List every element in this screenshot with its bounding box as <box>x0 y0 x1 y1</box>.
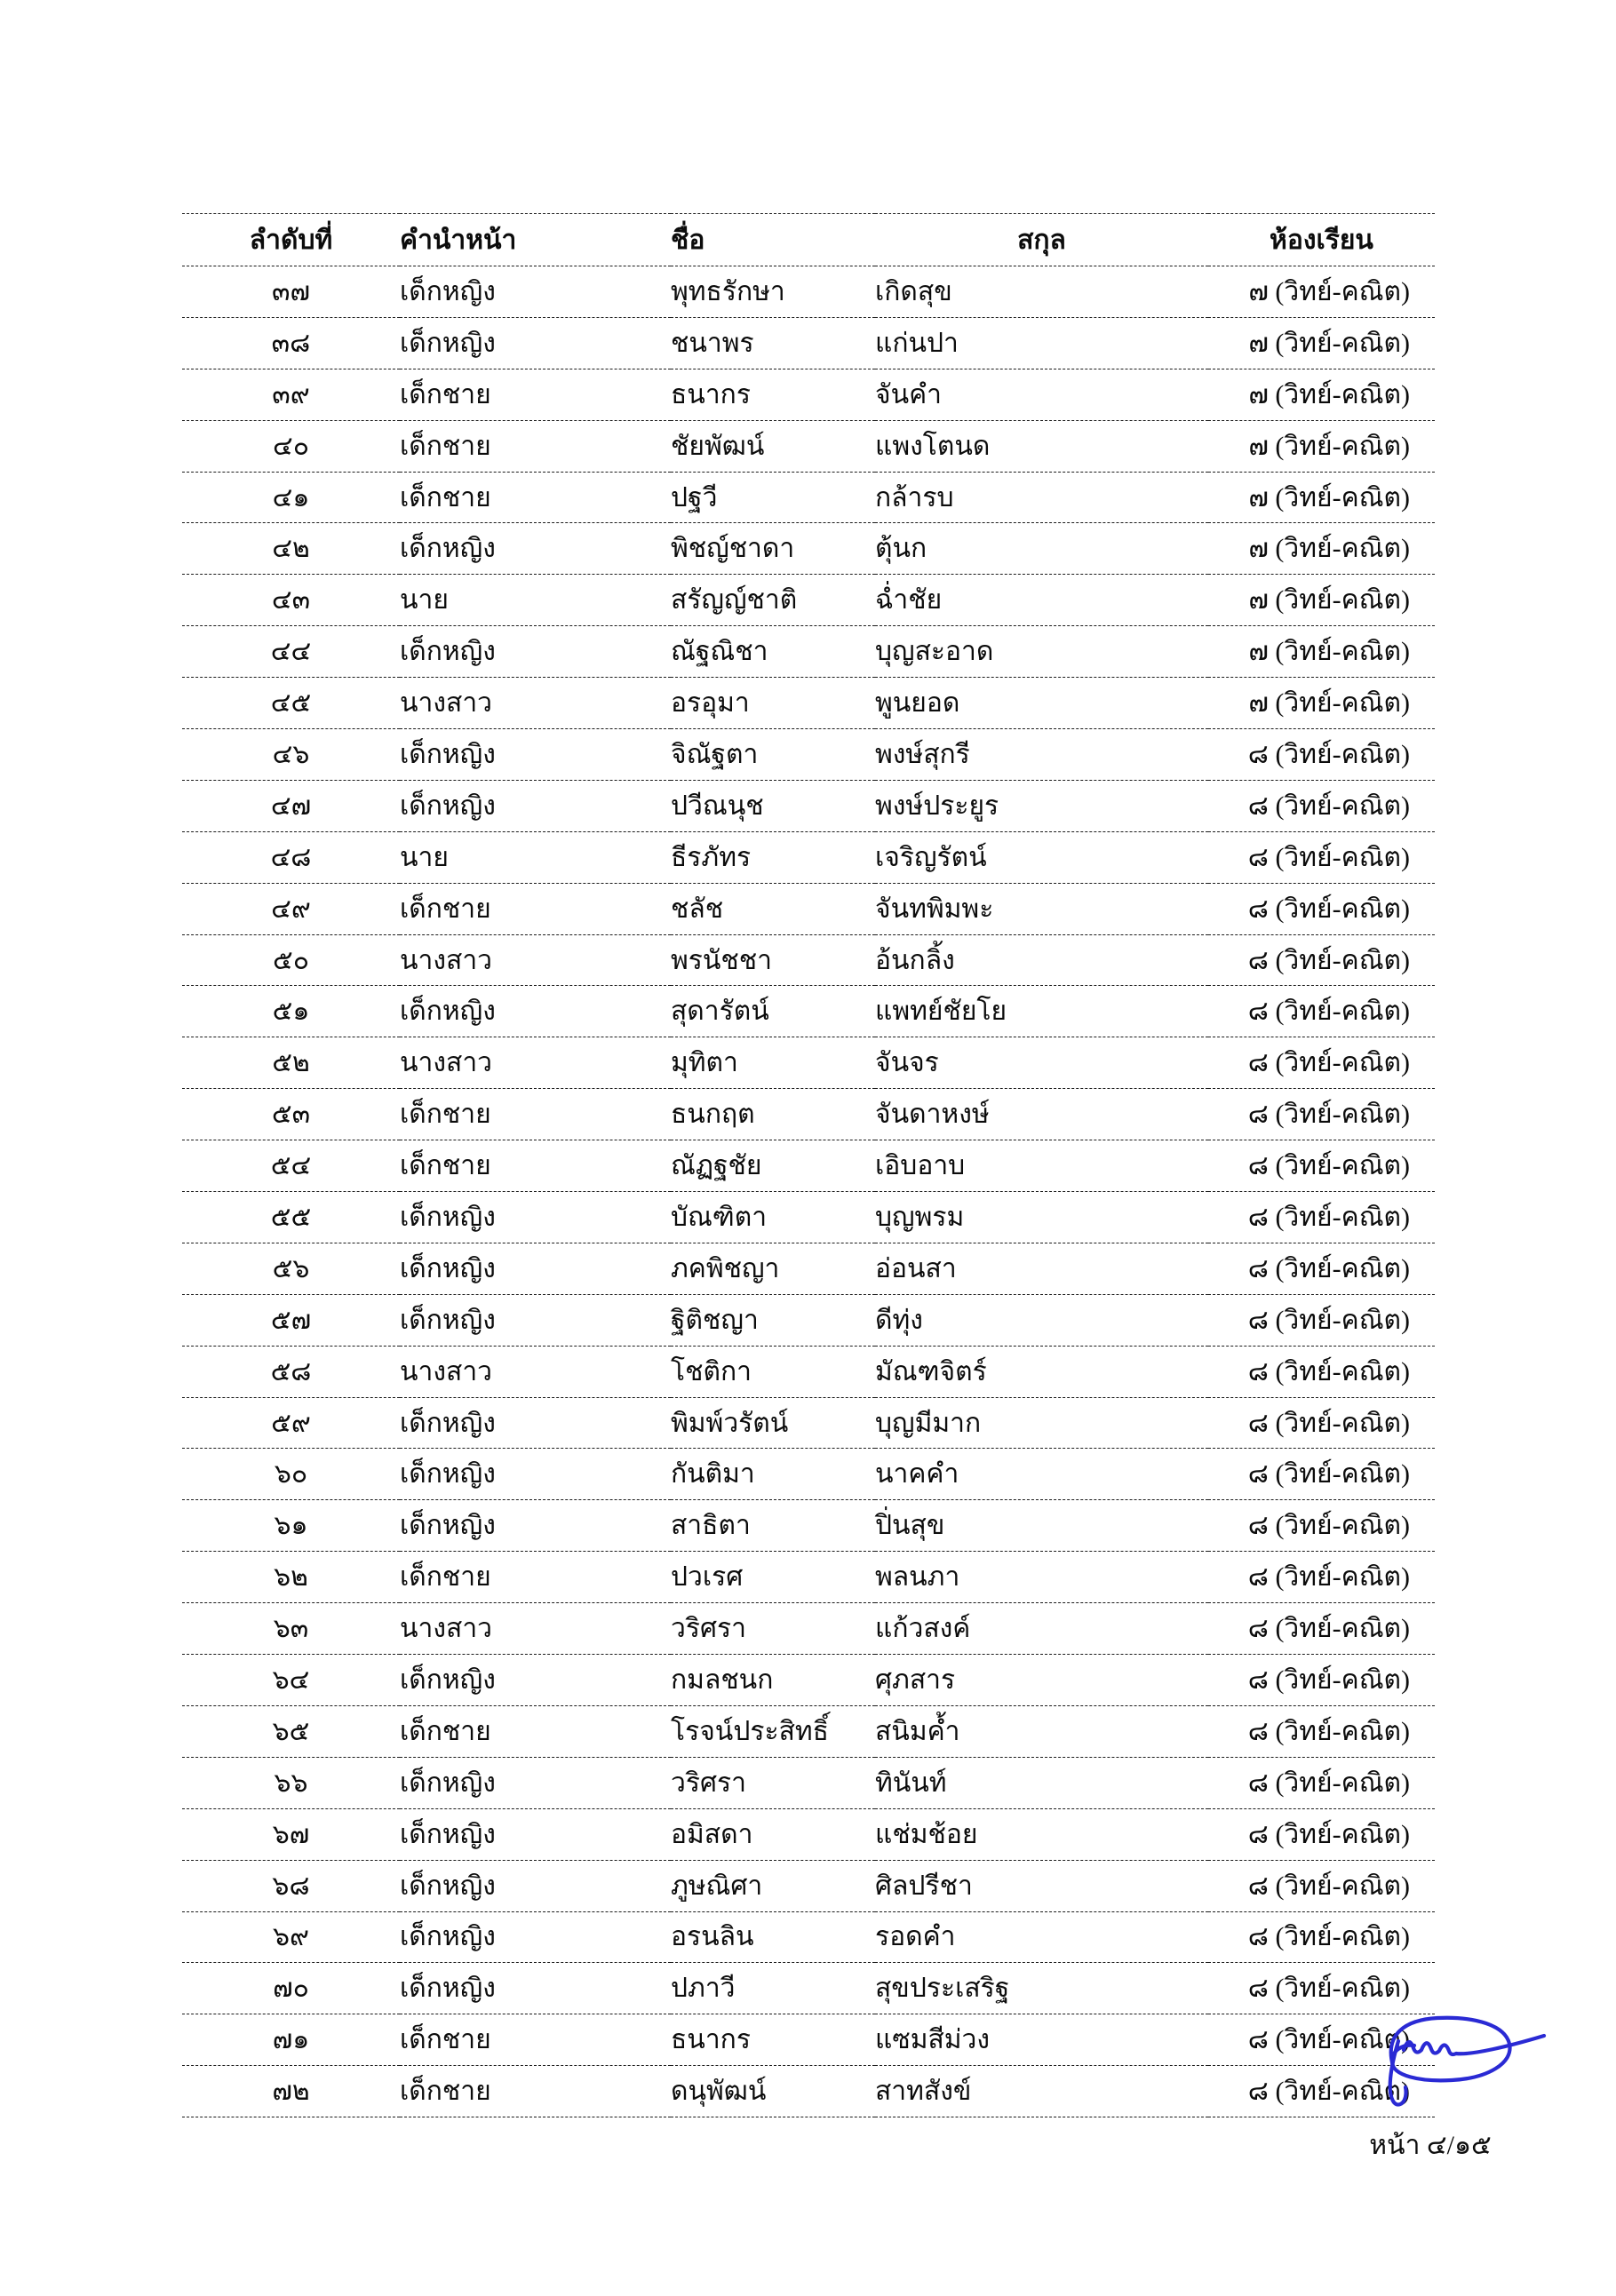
table-row <box>182 1500 1435 1552</box>
cell-firstname: พุทธรักษา <box>671 266 875 318</box>
cell-firstname: ธีรภัทร <box>671 831 875 883</box>
cell-surname: ศุภสาร <box>875 1655 1208 1706</box>
cell-prefix: นาย <box>400 575 671 626</box>
cell-classroom: ๘ (วิทย์-คณิต) <box>1208 831 1435 883</box>
cell-prefix: เด็กหญิง <box>400 1449 671 1500</box>
table-row <box>182 1963 1435 2014</box>
cell-classroom: ๗ (วิทย์-คณิต) <box>1208 472 1435 523</box>
cell-classroom: ๘ (วิทย์-คณิต) <box>1208 1449 1435 1500</box>
table-row <box>182 317 1435 369</box>
cell-no: ๔๙ <box>182 883 400 934</box>
cell-classroom: ๗ (วิทย์-คณิต) <box>1208 575 1435 626</box>
cell-prefix: เด็กหญิง <box>400 1243 671 1294</box>
cell-no: ๔๖ <box>182 729 400 781</box>
cell-prefix: เด็กหญิง <box>400 1963 671 2014</box>
cell-firstname: สรัญญ์ชาติ <box>671 575 875 626</box>
cell-classroom: ๘ (วิทย์-คณิต) <box>1208 1757 1435 1808</box>
cell-no: ๖๗ <box>182 1808 400 1860</box>
cell-classroom: ๗ (วิทย์-คณิต) <box>1208 523 1435 575</box>
cell-classroom: ๘ (วิทย์-คณิต) <box>1208 1243 1435 1294</box>
table-row <box>182 626 1435 678</box>
cell-surname: อ่อนสา <box>875 1243 1208 1294</box>
table-row <box>182 472 1435 523</box>
cell-no: ๔๕ <box>182 678 400 729</box>
cell-classroom: ๘ (วิทย์-คณิต) <box>1208 1500 1435 1552</box>
table-row <box>182 1294 1435 1346</box>
cell-classroom: ๘ (วิทย์-คณิต) <box>1208 1911 1435 1963</box>
cell-prefix: เด็กชาย <box>400 369 671 420</box>
cell-firstname: วริศรา <box>671 1603 875 1655</box>
cell-prefix: เด็กหญิง <box>400 317 671 369</box>
cell-prefix: เด็กหญิง <box>400 1911 671 1963</box>
cell-firstname: ดนุพัฒน์ <box>671 2066 875 2117</box>
cell-surname: บุญพรม <box>875 1192 1208 1243</box>
cell-prefix: เด็กชาย <box>400 2066 671 2117</box>
cell-no: ๕๗ <box>182 1294 400 1346</box>
cell-surname: ศิลปรีชา <box>875 1860 1208 1911</box>
cell-prefix: เด็กชาย <box>400 420 671 472</box>
cell-firstname: ชัยพัฒน์ <box>671 420 875 472</box>
table-row <box>182 420 1435 472</box>
cell-firstname: จิณัฐตา <box>671 729 875 781</box>
cell-firstname: โชติกา <box>671 1346 875 1397</box>
table-row <box>182 1346 1435 1397</box>
cell-classroom: ๘ (วิทย์-คณิต) <box>1208 780 1435 831</box>
cell-prefix: นาย <box>400 831 671 883</box>
cell-firstname: โรจน์ประสิทธิ์ <box>671 1705 875 1757</box>
col-header-prefix: คำนำหน้า <box>400 214 671 266</box>
table-row <box>182 1808 1435 1860</box>
header-row <box>182 214 1435 266</box>
cell-prefix: เด็กชาย <box>400 2014 671 2066</box>
cell-no: ๔๘ <box>182 831 400 883</box>
cell-no: ๖๐ <box>182 1449 400 1500</box>
cell-no: ๕๒ <box>182 1037 400 1089</box>
cell-classroom: ๘ (วิทย์-คณิต) <box>1208 1346 1435 1397</box>
cell-no: ๕๕ <box>182 1192 400 1243</box>
cell-classroom: ๘ (วิทย์-คณิต) <box>1208 1089 1435 1140</box>
cell-firstname: บัณฑิตา <box>671 1192 875 1243</box>
cell-surname: นาคคำ <box>875 1449 1208 1500</box>
table-row <box>182 1603 1435 1655</box>
cell-surname: แพทย์ชัยโย <box>875 986 1208 1037</box>
cell-firstname: วริศรา <box>671 1757 875 1808</box>
cell-prefix: เด็กชาย <box>400 472 671 523</box>
cell-no: ๔๒ <box>182 523 400 575</box>
cell-surname: จันทพิมพะ <box>875 883 1208 934</box>
cell-classroom: ๘ (วิทย์-คณิต) <box>1208 1192 1435 1243</box>
cell-firstname: กันติมา <box>671 1449 875 1500</box>
cell-prefix: เด็กชาย <box>400 1552 671 1603</box>
table-row <box>182 1552 1435 1603</box>
cell-surname: จันคำ <box>875 369 1208 420</box>
table-row <box>182 266 1435 318</box>
col-header-surname: สกุล <box>875 214 1208 266</box>
cell-firstname: ปฐวี <box>671 472 875 523</box>
cell-prefix: เด็กหญิง <box>400 986 671 1037</box>
cell-classroom: ๘ (วิทย์-คณิต) <box>1208 729 1435 781</box>
table-row <box>182 575 1435 626</box>
cell-surname: อ้นกลิ้ง <box>875 934 1208 986</box>
cell-classroom: ๘ (วิทย์-คณิต) <box>1208 2066 1435 2117</box>
table-row <box>182 1757 1435 1808</box>
cell-surname: สุขประเสริฐ <box>875 1963 1208 2014</box>
cell-prefix: เด็กหญิง <box>400 1397 671 1449</box>
cell-surname: มัณฑจิตร์ <box>875 1346 1208 1397</box>
table-row <box>182 1705 1435 1757</box>
cell-classroom: ๗ (วิทย์-คณิต) <box>1208 369 1435 420</box>
cell-classroom: ๘ (วิทย์-คณิต) <box>1208 934 1435 986</box>
cell-prefix: นางสาว <box>400 1346 671 1397</box>
col-header-classroom: ห้องเรียน <box>1208 214 1435 266</box>
cell-surname: ทินันท์ <box>875 1757 1208 1808</box>
table-row <box>182 523 1435 575</box>
cell-firstname: อรอุมา <box>671 678 875 729</box>
cell-firstname: ภคพิชญา <box>671 1243 875 1294</box>
cell-firstname: ณัฐณิชา <box>671 626 875 678</box>
cell-surname: แก่นปา <box>875 317 1208 369</box>
table-row <box>182 831 1435 883</box>
cell-surname: บุญมีมาก <box>875 1397 1208 1449</box>
cell-surname: แช่มช้อย <box>875 1808 1208 1860</box>
cell-prefix: นางสาว <box>400 934 671 986</box>
cell-surname: ตุ้นก <box>875 523 1208 575</box>
cell-no: ๕๓ <box>182 1089 400 1140</box>
cell-surname: สาทสังข์ <box>875 2066 1208 2117</box>
cell-prefix: เด็กหญิง <box>400 729 671 781</box>
cell-prefix: เด็กชาย <box>400 1089 671 1140</box>
cell-classroom: ๘ (วิทย์-คณิต) <box>1208 1037 1435 1089</box>
cell-firstname: ภูษณิศา <box>671 1860 875 1911</box>
cell-surname: จันจร <box>875 1037 1208 1089</box>
cell-no: ๖๙ <box>182 1911 400 1963</box>
table-row <box>182 2014 1435 2066</box>
cell-prefix: นางสาว <box>400 1603 671 1655</box>
cell-firstname: กมลชนก <box>671 1655 875 1706</box>
cell-prefix: เด็กหญิง <box>400 1192 671 1243</box>
cell-prefix: เด็กชาย <box>400 1140 671 1192</box>
table-row <box>182 1449 1435 1500</box>
cell-prefix: เด็กชาย <box>400 1705 671 1757</box>
table-row <box>182 1655 1435 1706</box>
table-row <box>182 986 1435 1037</box>
cell-prefix: นางสาว <box>400 1037 671 1089</box>
cell-no: ๖๒ <box>182 1552 400 1603</box>
table-row <box>182 2066 1435 2117</box>
cell-classroom: ๘ (วิทย์-คณิต) <box>1208 1655 1435 1706</box>
table-row <box>182 1089 1435 1140</box>
cell-no: ๕๖ <box>182 1243 400 1294</box>
cell-no: ๔๓ <box>182 575 400 626</box>
cell-classroom: ๘ (วิทย์-คณิต) <box>1208 1808 1435 1860</box>
cell-prefix: เด็กหญิง <box>400 266 671 318</box>
col-header-firstname: ชื่อ <box>671 214 875 266</box>
cell-firstname: ปวีณนุช <box>671 780 875 831</box>
cell-surname: แก้วสงค์ <box>875 1603 1208 1655</box>
table-row <box>182 780 1435 831</box>
table-row <box>182 729 1435 781</box>
cell-no: ๓๘ <box>182 317 400 369</box>
cell-firstname: ธนากร <box>671 369 875 420</box>
cell-firstname: พิชญ์ชาดา <box>671 523 875 575</box>
table-body <box>182 266 1435 2117</box>
cell-no: ๕๑ <box>182 986 400 1037</box>
cell-prefix: เด็กหญิง <box>400 1808 671 1860</box>
cell-classroom: ๗ (วิทย์-คณิต) <box>1208 420 1435 472</box>
cell-no: ๓๙ <box>182 369 400 420</box>
cell-surname: พงษ์สุกรี <box>875 729 1208 781</box>
cell-prefix: เด็กหญิง <box>400 780 671 831</box>
cell-firstname: อมิสดา <box>671 1808 875 1860</box>
cell-no: ๕๐ <box>182 934 400 986</box>
cell-classroom: ๘ (วิทย์-คณิต) <box>1208 1552 1435 1603</box>
cell-classroom: ๗ (วิทย์-คณิต) <box>1208 317 1435 369</box>
cell-surname: พูนยอด <box>875 678 1208 729</box>
cell-no: ๓๗ <box>182 266 400 318</box>
cell-classroom: ๘ (วิทย์-คณิต) <box>1208 1705 1435 1757</box>
table-row <box>182 369 1435 420</box>
cell-no: ๔๔ <box>182 626 400 678</box>
table-row <box>182 883 1435 934</box>
table-row <box>182 1037 1435 1089</box>
cell-surname: แซมสีม่วง <box>875 2014 1208 2066</box>
cell-surname: รอดคำ <box>875 1911 1208 1963</box>
cell-firstname: สุดารัตน์ <box>671 986 875 1037</box>
cell-surname: ปิ่นสุข <box>875 1500 1208 1552</box>
cell-surname: เกิดสุข <box>875 266 1208 318</box>
cell-firstname: ธนกฤต <box>671 1089 875 1140</box>
cell-surname: พลนภา <box>875 1552 1208 1603</box>
cell-firstname: พิมพ์วรัตน์ <box>671 1397 875 1449</box>
cell-classroom: ๘ (วิทย์-คณิต) <box>1208 1860 1435 1911</box>
cell-no: ๖๓ <box>182 1603 400 1655</box>
cell-classroom: ๘ (วิทย์-คณิต) <box>1208 986 1435 1037</box>
cell-no: ๕๙ <box>182 1397 400 1449</box>
cell-no: ๔๗ <box>182 780 400 831</box>
cell-classroom: ๗ (วิทย์-คณิต) <box>1208 678 1435 729</box>
cell-no: ๖๘ <box>182 1860 400 1911</box>
cell-classroom: ๘ (วิทย์-คณิต) <box>1208 1397 1435 1449</box>
cell-no: ๖๑ <box>182 1500 400 1552</box>
cell-surname: สนิมค้ำ <box>875 1705 1208 1757</box>
cell-classroom: ๘ (วิทย์-คณิต) <box>1208 1294 1435 1346</box>
cell-no: ๔๑ <box>182 472 400 523</box>
cell-surname: จันดาหงษ์ <box>875 1089 1208 1140</box>
cell-surname: กล้ารบ <box>875 472 1208 523</box>
cell-firstname: อรนลิน <box>671 1911 875 1963</box>
cell-no: ๖๕ <box>182 1705 400 1757</box>
cell-classroom: ๘ (วิทย์-คณิต) <box>1208 1140 1435 1192</box>
table-row <box>182 1911 1435 1963</box>
table-row <box>182 678 1435 729</box>
cell-prefix: เด็กหญิง <box>400 1655 671 1706</box>
cell-classroom: ๗ (วิทย์-คณิต) <box>1208 626 1435 678</box>
cell-firstname: ชนาพร <box>671 317 875 369</box>
cell-classroom: ๘ (วิทย์-คณิต) <box>1208 1603 1435 1655</box>
cell-no: ๖๔ <box>182 1655 400 1706</box>
student-table <box>182 213 1435 2117</box>
cell-prefix: เด็กหญิง <box>400 1860 671 1911</box>
cell-classroom: ๘ (วิทย์-คณิต) <box>1208 883 1435 934</box>
cell-prefix: นางสาว <box>400 678 671 729</box>
cell-no: ๗๒ <box>182 2066 400 2117</box>
cell-prefix: เด็กหญิง <box>400 1294 671 1346</box>
table-row <box>182 1192 1435 1243</box>
table-row <box>182 1140 1435 1192</box>
cell-classroom: ๗ (วิทย์-คณิต) <box>1208 266 1435 318</box>
cell-firstname: สาธิตา <box>671 1500 875 1552</box>
cell-no: ๗๐ <box>182 1963 400 2014</box>
table-row <box>182 934 1435 986</box>
cell-no: ๔๐ <box>182 420 400 472</box>
cell-no: ๗๑ <box>182 2014 400 2066</box>
table-row <box>182 1243 1435 1294</box>
cell-no: ๕๘ <box>182 1346 400 1397</box>
cell-classroom: ๘ (วิทย์-คณิต) <box>1208 1963 1435 2014</box>
cell-classroom: ๘ (วิทย์-คณิต) <box>1208 2014 1435 2066</box>
cell-firstname: มุทิตา <box>671 1037 875 1089</box>
cell-surname: แพงโตนด <box>875 420 1208 472</box>
cell-surname: บุญสะอาด <box>875 626 1208 678</box>
cell-surname: เอิบอาบ <box>875 1140 1208 1192</box>
cell-prefix: เด็กหญิง <box>400 1500 671 1552</box>
page-number-label: หน้า ๔/๑๕ <box>1369 2131 1492 2160</box>
cell-firstname: ชลัช <box>671 883 875 934</box>
cell-firstname: ธนากร <box>671 2014 875 2066</box>
cell-surname: ดีทุ่ง <box>875 1294 1208 1346</box>
cell-prefix: เด็กหญิง <box>400 1757 671 1808</box>
cell-no: ๖๖ <box>182 1757 400 1808</box>
col-header-no: ลำดับที่ <box>182 214 400 266</box>
cell-firstname: ปวเรศ <box>671 1552 875 1603</box>
table-row <box>182 1397 1435 1449</box>
cell-firstname: พรนัชชา <box>671 934 875 986</box>
cell-prefix: เด็กหญิง <box>400 523 671 575</box>
cell-no: ๕๔ <box>182 1140 400 1192</box>
cell-firstname: ฐิติชญา <box>671 1294 875 1346</box>
cell-surname: พงษ์ประยูร <box>875 780 1208 831</box>
table-header <box>182 214 1435 266</box>
cell-surname: เจริญรัตน์ <box>875 831 1208 883</box>
cell-prefix: เด็กชาย <box>400 883 671 934</box>
cell-prefix: เด็กหญิง <box>400 626 671 678</box>
cell-surname: ฉ่ำชัย <box>875 575 1208 626</box>
cell-firstname: ปภาวี <box>671 1963 875 2014</box>
table-row <box>182 1860 1435 1911</box>
cell-firstname: ณัฏฐชัย <box>671 1140 875 1192</box>
